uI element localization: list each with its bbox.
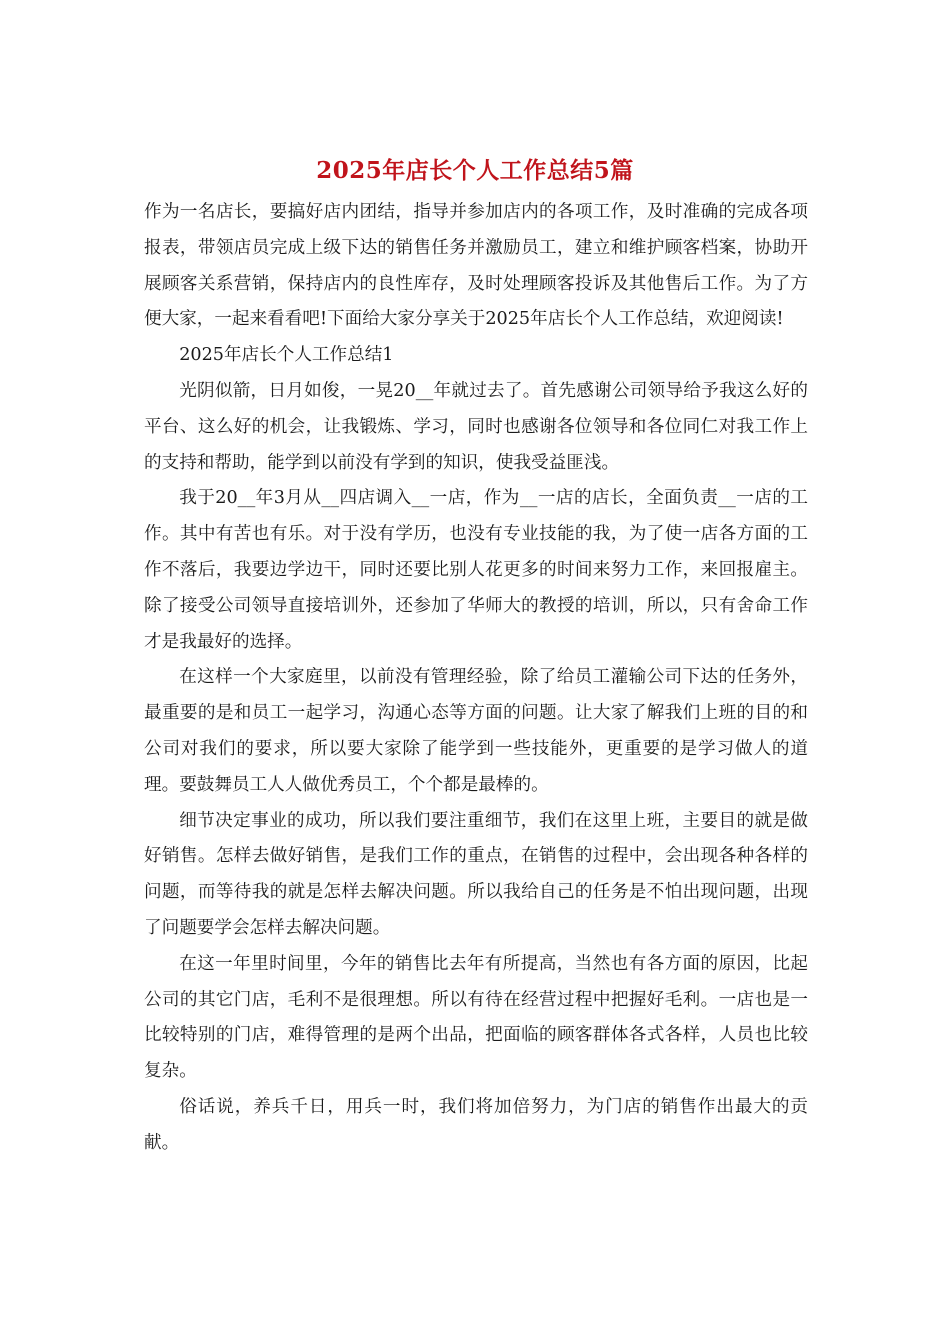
body-paragraph: 细节决定事业的成功，所以我们要注重细节，我们在这里上班，主要目的就是做好销售。怎样去做好销售，是我们工作的重点，在销售的过程中，会出现各种各样的问题，而等待我的就是怎样去解决问题。所以我给自己的任务是不怕出现问题，出现了问题要学会怎样去解决问题。 <box>144 810 808 938</box>
body-paragraph: 光阴似箭，日月如俊，一晃20__年就过去了。首先感谢公司领导给予我这么好的平台、这么好的机会，让我锻炼、学习，同时也感谢各位领导和各位同仁对我工作上的支持和帮助，能学到以前没有学到的知识，使我受益匪浅。 <box>144 380 808 473</box>
document-title: 2025年店长个人工作总结5篇 <box>316 157 634 184</box>
body-paragraph: 俗话说，养兵千日，用兵一时，我们将加倍努力，为门店的销售作出最大的贡献。 <box>144 1096 808 1153</box>
intro-paragraph: 作为一名店长，要搞好店内团结，指导并参加店内的各项工作，及时准确的完成各项报表，带领店员完成上级下达的销售任务并激励员工，建立和维护顾客档案，协助开展顾客关系营销，保持店内的良性库存，及时处理顾客投诉及其他售后工作。为了方便大家，一起来看看吧!下面给大家分享关于2025年店长个人工作总结，欢迎阅读! <box>144 202 808 330</box>
body-paragraph: 在这样一个大家庭里，以前没有管理经验，除了给员工灌输公司下达的任务外，最重要的是和员工一起学习，沟通心态等方面的问题。让大家了解我们上班的目的和公司对我们的要求，所以要大家除了能学到一些技能外，更重要的是学习做人的道理。要鼓舞员工人人做优秀员工，个个都是最棒的。 <box>144 667 808 795</box>
body-paragraph: 在这一年里时间里，今年的销售比去年有所提高，当然也有各方面的原因，比起公司的其它门店，毛利不是很理想。所以有待在经营过程中把握好毛利。一店也是一比较特别的门店，难得管理的是两个出品，把面临的顾客群体各式各样，人员也比较复杂。 <box>144 953 808 1082</box>
body-paragraph: 我于20__年3月从__四店调入__一店，作为__一店的店长，全面负责__一店的工作。其中有苦也有乐。对于没有学历，也没有专业技能的我，为了使一店各方面的工作不落后，我要边学边干，同时还要比别人花更多的时间来努力工作，来回报雇主。除了接受公司领导直接培训外，还参加了华师大的教授的培训，所以，只有舍命工作才是我最好的选择。 <box>144 488 808 652</box>
document-body <box>144 195 808 1162</box>
section-heading: 2025年店长个人工作总结1 <box>179 345 394 366</box>
